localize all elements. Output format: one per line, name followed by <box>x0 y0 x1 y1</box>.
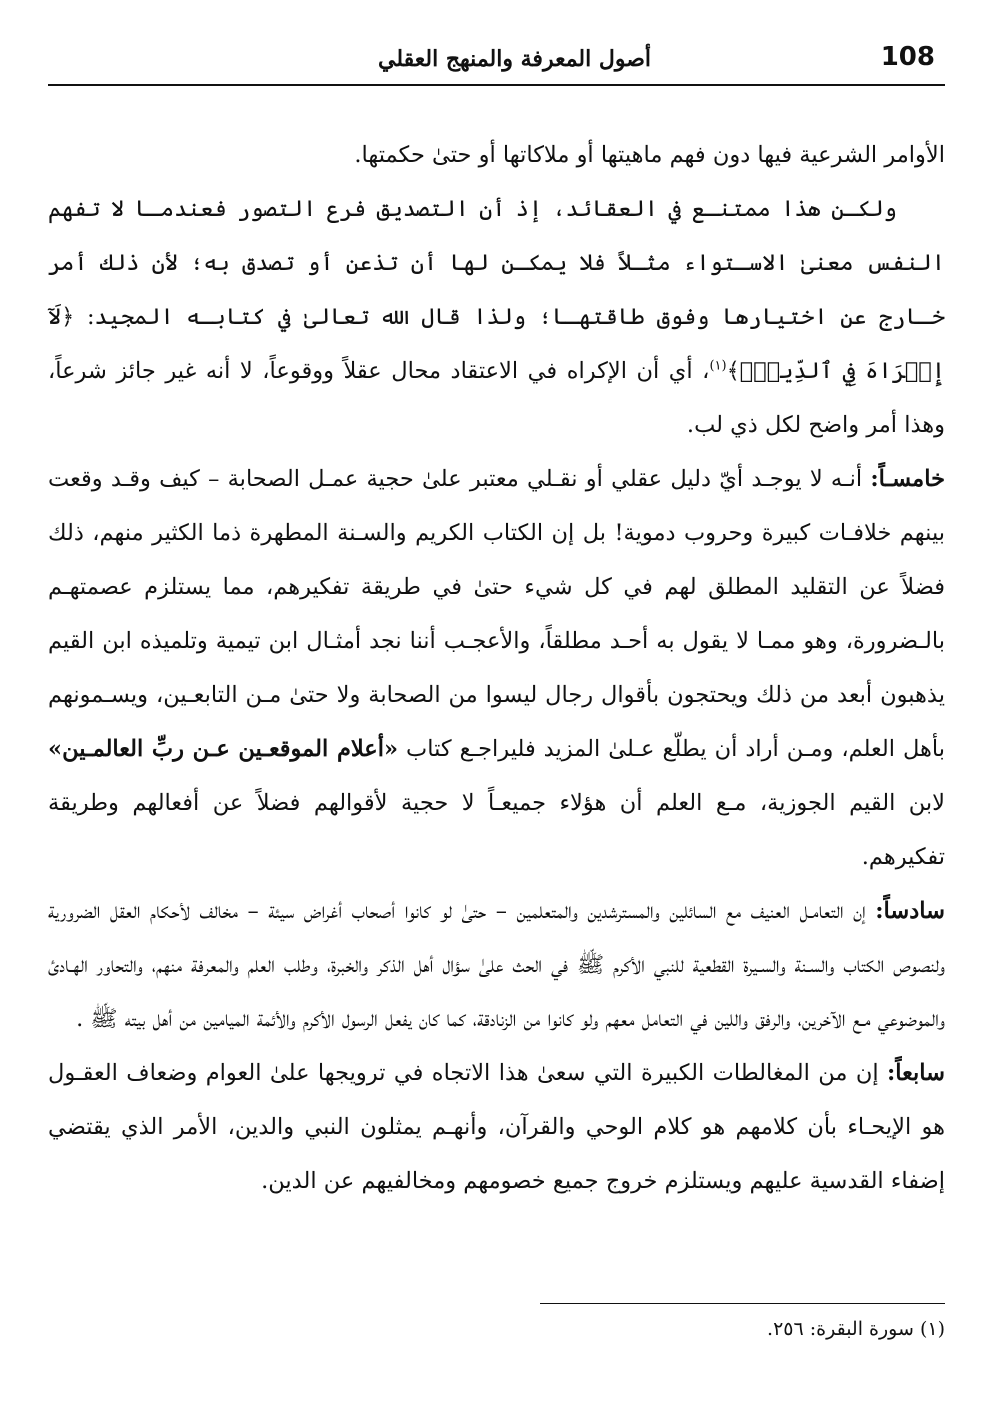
paragraph-sixth-text: إن التعامـل العنيف مع السائلين والمسترشدين والمتعلمين – حتىٰ لو كانوا أصحاب أغراض سيئة – مخالف لأحكام العقل الضرورية ولنصوص الكتاب والسـنة والسـيرة القطعية للنبي الأكرم ﷺ في الحث علىٰ سؤال أهل الذكر والخبرة، وطلب العلم والمعرفة منهم، والتحاور الهـادئ والموضوعي مـع الآخرين، والرفق واللين في التعامل معهم ولو كانوا من الزنادقة، كما كان يفعل الرسول الأكرم والأئمة الميامين من أهل بيته ﷺ . <box>48 898 945 1032</box>
paragraph-fifth-text-1: أنـه لا يوجـد أيّ دليل عقلي أو نقـلي معتبر علىٰ حجية عمـل الصحابة – كيف وقـد وقعت بينهم خلافـات كبيرة وحروب دموية! بل إن الكتاب الكريم والسـنة المطهرة ذما الكثير منهم، ذلك فضلاً عن التقليد المطلق لهم في كل شيء حتىٰ في طريقة تفكيرهم، مما يستلزم عصمتهـم بالـضرورة، وهو ممـا لا يقول به أحـد مطلقاً، والأعجـب أننا نجد أمثـال ابن تيمية وتلميذه ابن القيم يذهبون أبعد من ذلك ويحتجون بأقوال رجال ليسوا من الصحابة ولا حتىٰ مـن التابعـين، ويسـمونهم بأهل العلم، ومـن أراد أن يطلّع عـلىٰ المزيد فليراجـع كتاب <box>48 466 945 762</box>
main-text <box>48 128 945 1208</box>
footnote-divider <box>540 1303 945 1304</box>
paragraph-2-text-before: ولكـن هذا ممتنـع في العقائد، إذ أن التصديق فرع التصور فعندمـا لا تفهم النفس معنىٰ الاسـتواء مثـلاً فلا يمكـن لها أن تذعن أو تصدق به؛ لأن ذلك أمر خـارج عن اختيارها وفوق طاقتهـا؛ ولذا قال الله تعالىٰ في كتابـه المجيد: ﴿لَآ إِكۡرَاهَ فِي ٱلدِّينِۖ﴾ <box>48 196 946 384</box>
point-label-seventh: سابعاً: <box>887 1060 945 1086</box>
paragraph-2-text-after: ، أي أن الإكراه في الاعتقاد محال عقلاً ووقوعاً، لا أنه غير جائز شرعاً، وهذا أمر واضح لكل ذي لب. <box>48 358 945 438</box>
header-divider <box>48 84 945 86</box>
paragraph-fifth <box>48 452 945 884</box>
point-label-fifth: خامسـاً: <box>870 466 945 492</box>
paragraph-seventh-text: إن من المغالطات الكبيرة التي سعىٰ هذا الاتجاه في ترويجها علىٰ العوام وضعاف العقـول هو الإيحـاء بأن كلامهم هو كلام الوحي والقرآن، وأنهـم يمثلون النبي والدين، الأمر الذي يقتضي إضفاء القدسية عليهم ويستلزم خروج جميع خصومهم ومخالفيهم عن الدين. <box>48 1060 945 1194</box>
paragraph-1 <box>48 128 945 182</box>
paragraph-seventh <box>48 1046 945 1208</box>
page-header <box>48 38 945 84</box>
point-label-sixth: سادساً: <box>875 898 945 924</box>
book-title: «أعلام الموقعـين عـن ربِّ العالمـين» <box>48 736 399 762</box>
paragraph-1-text: الأوامر الشرعية فيها دون فهم ماهيتها أو ملاكاتها أو حتىٰ حكمتها. <box>354 142 945 168</box>
paragraph-fifth-text-2: لابن القيم الجوزية، مـع العلم أن هؤلاء جميعـاً لا حجية لأقوالهم فضلاً عن أفعالهم وطريقة تفكيرهم. <box>48 790 945 870</box>
footnote: (١) سورة البقرة: ٢٥٦. <box>767 1318 945 1340</box>
paragraph-sixth <box>48 884 945 1046</box>
footnote-marker[interactable]: (١) <box>709 358 727 374</box>
paragraph-2 <box>48 182 945 452</box>
running-title: أصول المعرفة والمنهج العقلي <box>378 46 652 72</box>
page-number: 108 <box>880 42 935 72</box>
